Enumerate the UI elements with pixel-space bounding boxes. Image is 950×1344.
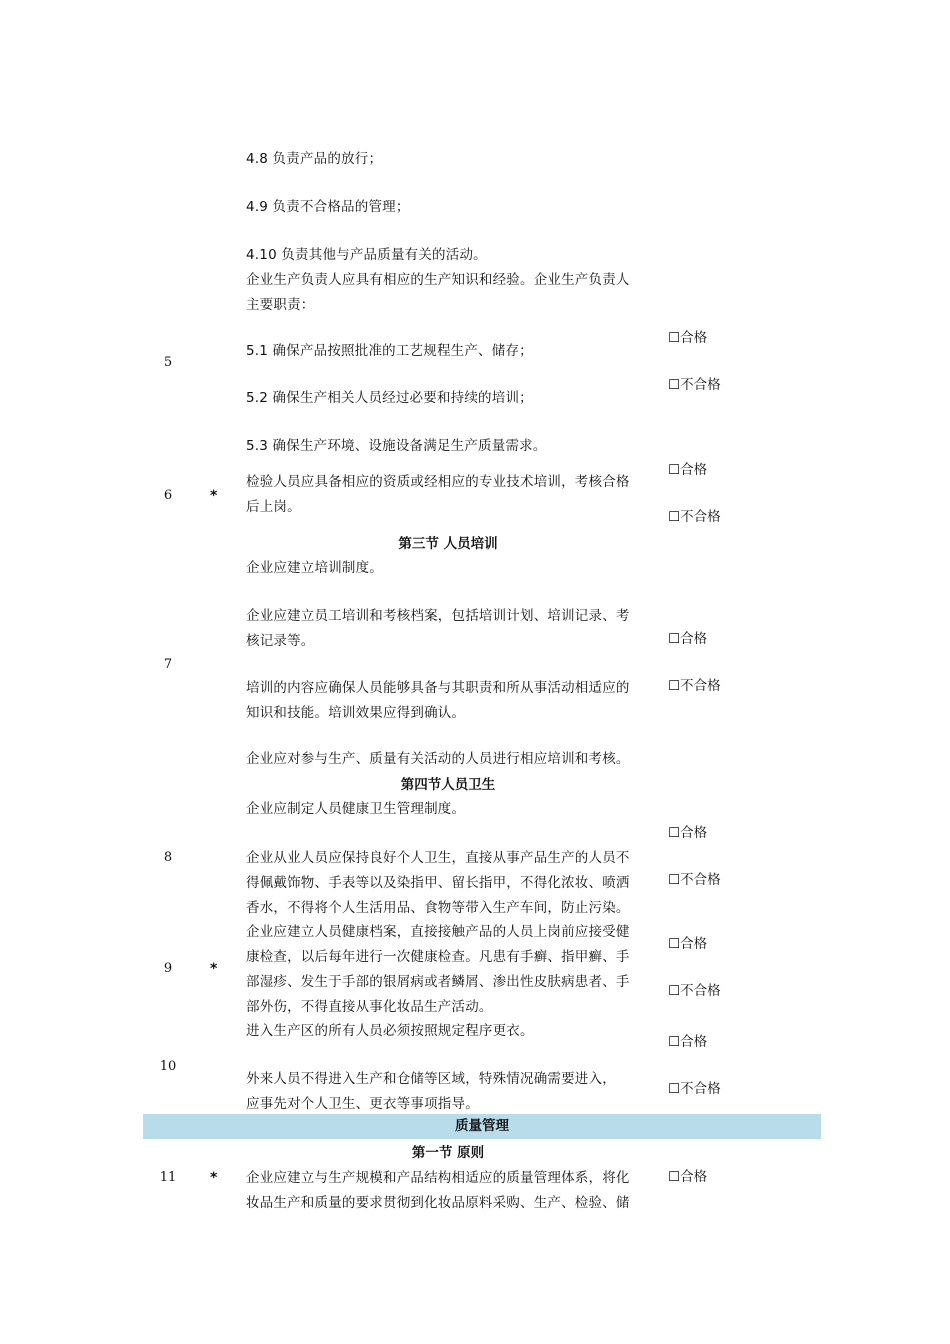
item-number: 9 — [163, 961, 173, 976]
section-band-quality-management — [143, 1114, 821, 1139]
requirement-text-line: 5.1 确保产品按照批准的工艺规程生产、储存； — [246, 343, 533, 359]
section-band-title: 质量管理 — [455, 1118, 509, 1134]
item-number: 8 — [163, 850, 173, 865]
pass-checkbox[interactable]: ☐合格 — [668, 1034, 708, 1050]
pass-checkbox[interactable]: ☐合格 — [668, 330, 708, 346]
requirement-text-line: 部外伤，不得直接从事化妆品生产活动。 — [246, 999, 493, 1015]
requirement-text-line: 企业应对参与生产、质量有关活动的人员进行相应培训和考核。 — [246, 751, 630, 767]
requirement-text-line: 核记录等。 — [246, 633, 315, 649]
pass-checkbox[interactable]: ☐合格 — [668, 825, 708, 841]
requirement-text-line: 企业应制定人员健康卫生管理制度。 — [246, 801, 466, 817]
pass-checkbox[interactable]: ☐合格 — [668, 936, 708, 952]
pass-checkbox[interactable]: ☐合格 — [668, 462, 708, 478]
requirement-text-line: 进入生产区的所有人员必须按照规定程序更衣。 — [246, 1023, 534, 1039]
requirement-text-line: 外来人员不得进入生产和仓储等区域，特殊情况确需要进入， — [246, 1071, 616, 1087]
item-number: 11 — [159, 1170, 177, 1185]
item-number: 10 — [159, 1059, 177, 1074]
item-number: 5 — [163, 355, 173, 370]
requirement-text-line: 企业应建立与生产规模和产品结构相适应的质量管理体系，将化 — [246, 1170, 630, 1186]
fail-checkbox[interactable]: ☐不合格 — [668, 983, 721, 999]
section-heading: 第四节人员卫生 — [400, 777, 496, 793]
section-heading: 第一节 原则 — [411, 1145, 485, 1161]
item-number: 7 — [163, 657, 173, 672]
requirement-text-line: 5.2 确保生产相关人员经过必要和持续的培训； — [246, 390, 533, 406]
requirement-text-line: 企业应建立人员健康档案，直接接触产品的人员上岗前应接受健 — [246, 924, 630, 940]
requirement-text-line: 4.9 负责不合格品的管理； — [246, 199, 410, 215]
fail-checkbox[interactable]: ☐不合格 — [668, 872, 721, 888]
requirement-text-line: 知识和技能。培训效果应得到确认。 — [246, 705, 466, 721]
requirement-text-line: 企业生产负责人应具有相应的生产知识和经验。企业生产负责人 — [246, 272, 630, 288]
requirement-text-line: 后上岗。 — [246, 499, 301, 515]
section-heading: 第三节 人员培训 — [398, 536, 498, 552]
requirement-text-line: 企业应建立培训制度。 — [246, 560, 383, 576]
requirement-text-line: 培训的内容应确保人员能够具备与其职责和所从事活动相适应的 — [246, 680, 630, 696]
requirement-text-line: 主要职责： — [246, 297, 315, 313]
pass-checkbox[interactable]: ☐合格 — [668, 1169, 708, 1185]
pass-checkbox[interactable]: ☐合格 — [668, 631, 708, 647]
key-item-marker: * — [210, 1170, 218, 1186]
requirement-text-line: 企业应建立员工培训和考核档案，包括培训计划、培训记录、考 — [246, 608, 630, 624]
requirement-text-line: 香水，不得将个人生活用品、食物等带入生产车间，防止污染。 — [246, 900, 630, 916]
fail-checkbox[interactable]: ☐不合格 — [668, 509, 721, 525]
requirement-text-line: 企业从业人员应保持良好个人卫生，直接从事产品生产的人员不 — [246, 850, 630, 866]
requirement-text-line: 4.8 负责产品的放行； — [246, 151, 383, 167]
key-item-marker: * — [210, 961, 218, 977]
key-item-marker: * — [210, 488, 218, 504]
requirement-text-line: 应事先对个人卫生、更衣等事项指导。 — [246, 1096, 479, 1112]
fail-checkbox[interactable]: ☐不合格 — [668, 1081, 721, 1097]
requirement-text-line: 4.10 负责其他与产品质量有关的活动。 — [246, 247, 487, 263]
item-number: 6 — [163, 488, 173, 503]
requirement-text-line: 5.3 确保生产环境、设施设备满足生产质量需求。 — [246, 438, 547, 454]
requirement-text-line: 检验人员应具备相应的资质或经相应的专业技术培训，考核合格 — [246, 474, 630, 490]
requirement-text-line: 妆品生产和质量的要求贯彻到化妆品原料采购、生产、检验、储 — [246, 1195, 630, 1211]
requirement-text-line: 康检查，以后每年进行一次健康检查。凡患有手癣、指甲癣、手 — [246, 949, 630, 965]
fail-checkbox[interactable]: ☐不合格 — [668, 377, 721, 393]
requirement-text-line: 部湿疹、发生于手部的银屑病或者鳞屑、渗出性皮肤病患者、手 — [246, 974, 630, 990]
fail-checkbox[interactable]: ☐不合格 — [668, 678, 721, 694]
requirement-text-line: 得佩戴饰物、手表等以及染指甲、留长指甲，不得化浓妆、喷洒 — [246, 875, 630, 891]
